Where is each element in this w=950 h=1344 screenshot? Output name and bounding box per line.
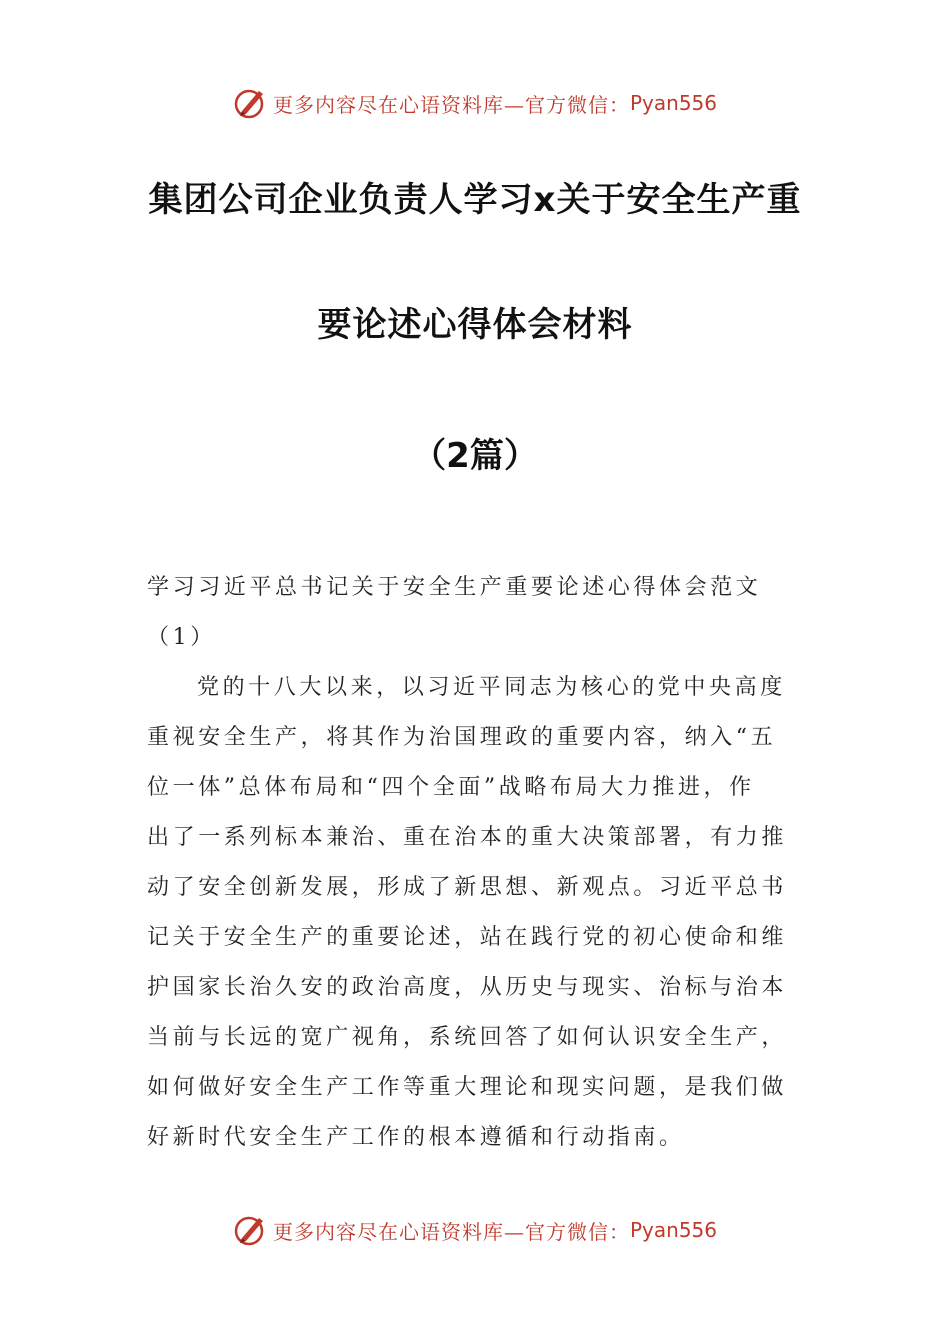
paragraph-line: 当前与长远的宽广视角，系统回答了如何认识安全生产， (147, 1025, 788, 1050)
paragraph-line: 出了一系列标本兼治、重在治本的重大决策部署，有力推 (147, 825, 788, 850)
paragraph-line: 重视安全生产，将其作为治国理政的重要内容，纳入“五 (147, 725, 777, 750)
document-title-count: （2篇） (412, 436, 538, 476)
subheading-line: 学习习近平总书记关于安全生产重要论述心得体会范文 (147, 575, 762, 600)
paragraph-line: 记关于安全生产的重要论述，站在践行党的初心使命和维 (147, 925, 788, 950)
paragraph-line: 如何做好安全生产工作等重大理论和现实问题，是我们做 (147, 1075, 788, 1100)
document-title-line-1: 集团公司企业负责人学习x关于安全生产重 (148, 180, 802, 220)
banner-wechat-id: Pyan556 (629, 1218, 717, 1242)
paragraph-line: 动了安全创新发展，形成了新思想、新观点。习近平总书 (147, 875, 788, 900)
paragraph-line: 位一体”总体布局和“四个全面”战略布局大力推进，作 (147, 775, 755, 800)
paragraph-line: 党的十八大以来，以习近平同志为核心的党中央高度 (197, 675, 786, 700)
paragraph-line: 好新时代安全生产工作的根本遵循和行动指南。 (147, 1125, 685, 1150)
banner-text: 更多内容尽在心语资料库—官方微信： (272, 92, 630, 117)
pen-circle-logo-icon (233, 85, 269, 121)
banner-wechat-id: Pyan556 (629, 91, 717, 115)
header-banner (0, 83, 950, 123)
subheading-line: （1） (147, 625, 216, 650)
section-subheading (147, 563, 805, 663)
pen-circle-logo-icon (233, 1212, 269, 1248)
banner-text: 更多内容尽在心语资料库—官方微信： (272, 1219, 630, 1244)
document-title-line-2: 要论述心得体会材料 (317, 305, 633, 345)
footer-banner (0, 1210, 950, 1250)
body-paragraph (147, 663, 805, 1163)
paragraph-line: 护国家长治久安的政治高度，从历史与现实、治标与治本 (147, 975, 788, 1000)
